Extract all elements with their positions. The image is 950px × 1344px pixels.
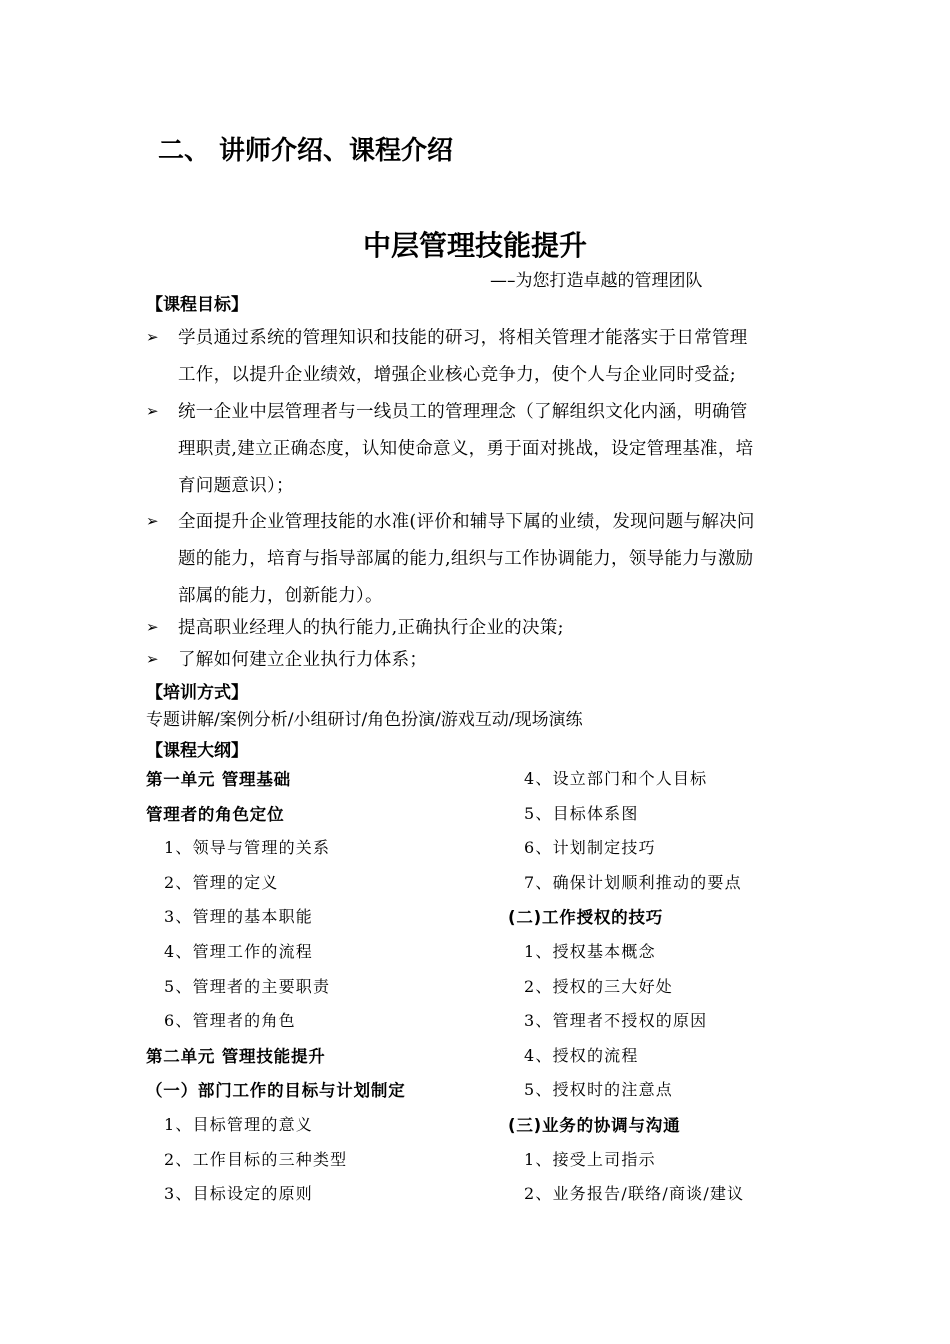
outline-item: 5、管理者的主要职责 [164, 976, 331, 996]
outline-item: 6、计划制定技巧 [524, 838, 656, 858]
objectives-label: 【课程目标】 [146, 295, 248, 315]
objective-line: 部属的能力，创新能力）。 [178, 586, 383, 606]
outline-item: 3、管理者不授权的原因 [524, 1011, 708, 1031]
objective-line: 工作，以提升企业绩效，增强企业核心竞争力，使个人与企业同时受益; [178, 365, 736, 385]
outline-item: 2、工作目标的三种类型 [164, 1149, 348, 1169]
outline-heading: 管理者的角色定位 [146, 804, 285, 824]
outline-item: 4、授权的流程 [524, 1045, 639, 1065]
document-title: 中层管理技能提升 [362, 229, 587, 262]
objective-line: 学员通过系统的管理知识和技能的研习，将相关管理才能落实于日常管理 [178, 328, 748, 348]
objective-line: 了解如何建立企业执行力体系； [178, 650, 428, 670]
bullet-marker-icon: ➢ [146, 328, 159, 346]
outline-item: 2、管理的定义 [164, 872, 279, 892]
outline-item: 2、业务报告/联络/商谈/建议 [524, 1184, 745, 1204]
objective-line: 理职责,建立正确态度，认知使命意义，勇于面对挑战，设定管理基准，培 [178, 439, 754, 459]
training-method-text: 专题讲解/案例分析/小组研讨/角色扮演/游戏互动/现场演练 [146, 710, 583, 730]
outline-item: 2、授权的三大好处 [524, 976, 673, 996]
bullet-marker-icon: ➢ [146, 618, 159, 636]
outline-heading: （一）部门工作的目标与计划制定 [146, 1081, 406, 1101]
document-subtitle: —–为您打造卓越的管理团队 [490, 271, 703, 291]
objective-line: 全面提升企业管理技能的水准(评价和辅导下属的业绩，发现问题与解决问 [178, 512, 755, 532]
bullet-marker-icon: ➢ [146, 402, 159, 420]
outline-item: 6、管理者的角色 [164, 1011, 296, 1031]
outline-item: 1、授权基本概念 [524, 942, 656, 961]
outline-item: 4、设立部门和个人目标 [524, 769, 708, 788]
outline-item: 1、领导与管理的关系 [164, 838, 331, 858]
training-method-label: 【培训方式】 [146, 683, 248, 703]
outline-item: 4、管理工作的流程 [164, 942, 313, 961]
outline-item: 5、授权时的注意点 [524, 1080, 673, 1100]
outline-item: 1、接受上司指示 [524, 1149, 656, 1169]
outline-item: 5、目标体系图 [524, 803, 639, 823]
outline-heading: (三)业务的协调与沟通 [508, 1116, 681, 1135]
outline-item: 3、目标设定的原则 [164, 1184, 313, 1204]
objective-line: 统一企业中层管理者与一线员工的管理理念（了解组织文化内涵，明确管 [178, 402, 748, 422]
objective-line: 育问题意识）； [178, 476, 294, 496]
outline-heading: 第二单元 管理技能提升 [146, 1046, 326, 1066]
outline-item: 3、管理的基本职能 [164, 907, 313, 927]
outline-item: 7、确保计划顺利推动的要点 [524, 872, 742, 892]
bullet-marker-icon: ➢ [146, 512, 159, 530]
section-heading: 二、 讲师介绍、课程介绍 [158, 136, 454, 166]
outline-heading: 第一单元 管理基础 [146, 770, 291, 789]
outline-heading: (二)工作授权的技巧 [508, 908, 664, 928]
bullet-marker-icon: ➢ [146, 650, 159, 668]
outline-label: 【课程大纲】 [146, 741, 248, 761]
objective-line: 题的能力，培育与指导部属的能力,组织与工作协调能力，领导能力与激励 [178, 549, 754, 569]
objective-line: 提高职业经理人的执行能力,正确执行企业的决策; [178, 618, 564, 638]
outline-item: 1、目标管理的意义 [164, 1115, 313, 1134]
